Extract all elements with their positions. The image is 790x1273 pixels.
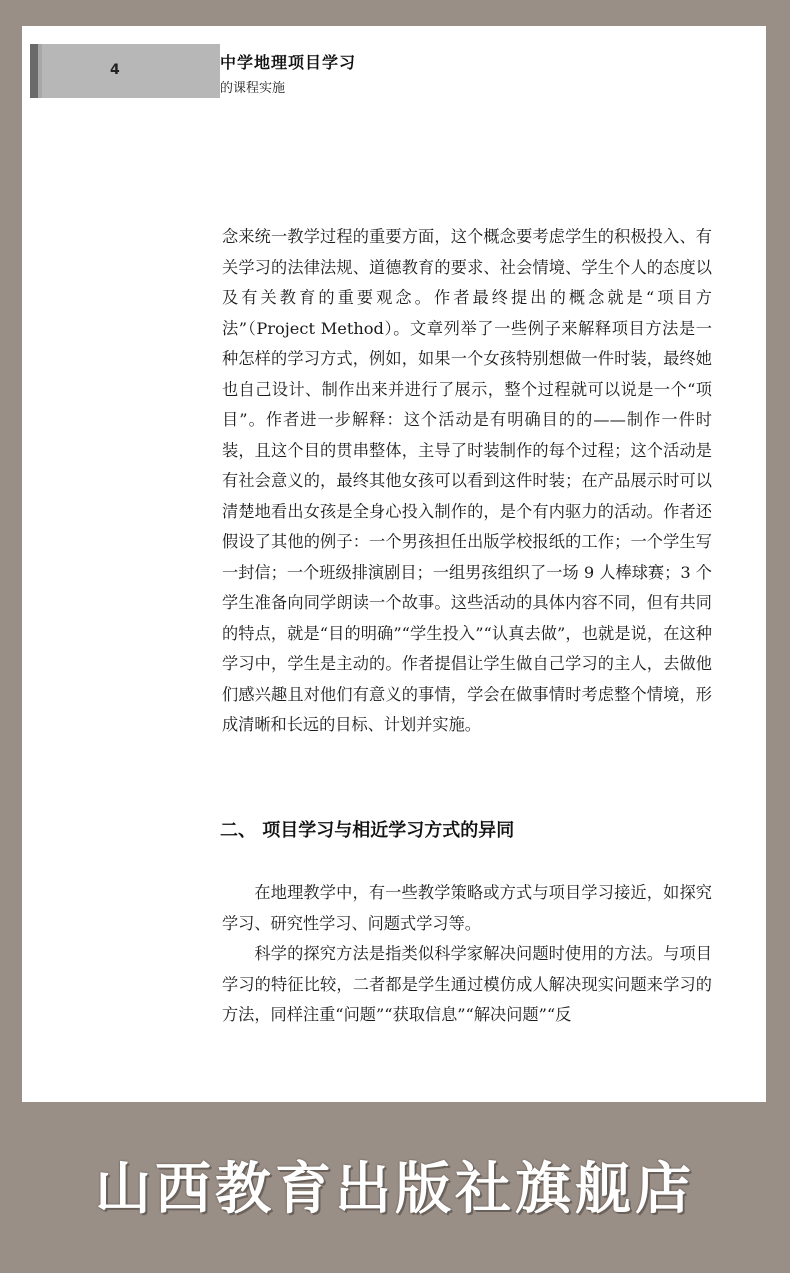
book-page (22, 26, 766, 1102)
body-text (222, 222, 712, 741)
store-name-banner: 山西教育出版社旗舰店 (95, 1157, 695, 1222)
running-header-subtitle: 的课程实施 (220, 81, 286, 96)
page-number: 4 (110, 62, 120, 78)
section-heading: 二、 项目学习与相近学习方式的异同 (220, 820, 515, 841)
section-body-text (222, 878, 712, 1031)
section-paragraph: 在地理教学中，有一些教学策略或方式与项目学习接近，如探究学习、研究性学习、问题式学习等。 (222, 883, 712, 933)
chapter-tab-strip (30, 44, 220, 98)
body-paragraph: 念来统一教学过程的重要方面，这个概念要考虑学生的积极投入、有关学习的法律法规、道德教育的要求、社会情境、学生个人的态度以及有关教育的重要观念。作者最终提出的概念就是“项目方法”（Project Method）。文章列举了一些例子来解释项目方法是一种怎样的学习方式，例如，如果一个女孩特别想做一件时装，最终她也自己设计、制作出来并进行了展示，整个过程就可以说是一个“项目”。作者进一步解释：这个活动是有明确目的的——制作一件时装，且这个目的贯串整体，主导了时装制作的每个过程；这个活动是有社会意义的，最终其他女孩可以看到这件时装；在产品展示时可以清楚地看出女孩是全身心投入制作的，是个有内驱力的活动。作者还假设了其他的例子：一个男孩担任出版学校报纸的工作；一个学生写一封信；一个班级排演剧目；一组男孩组织了一场 9 人棒球赛；3 个学生准备向同学朗读一个故事。这些活动的具体内容不同，但有共同的特点，就是“目的明确”“学生投入”“认真去做”，也就是说，在这种学习中，学生是主动的。作者提倡让学生做自己学习的主人，去做他们感兴趣且对他们有意义的事情，学会在做事情时考虑整个情境，形成清晰和长远的目标、计划并实施。 (222, 227, 712, 734)
section-paragraph: 科学的探究方法是指类似科学家解决问题时使用的方法。与项目学习的特征比较，二者都是学生通过模仿成人解决现实问题来学习的方法，同样注重“问题”“获取信息”“解决问题”“反 (222, 944, 712, 1024)
running-header-title: 中学地理项目学习 (220, 53, 357, 72)
